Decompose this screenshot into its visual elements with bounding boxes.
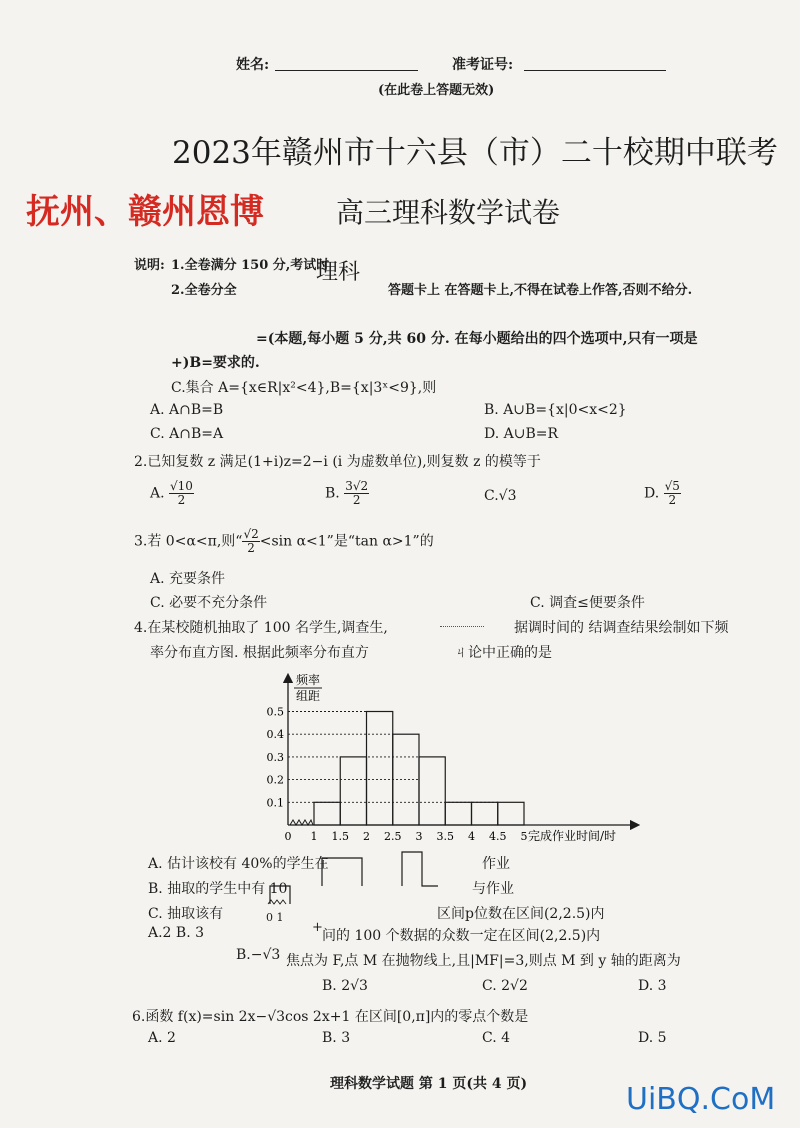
frequency-histogram — [250, 668, 640, 848]
question-3-option-d: C. 调査≤便要条件 — [530, 595, 645, 611]
histogram-bar — [314, 802, 340, 825]
question-5-stem: 焦点为 F,点 M 在抛物线上,且|MF|=3,则点 M 到 y 轴的距离为 — [286, 953, 681, 969]
page-footer: 理科数学试题 第 1 页(共 4 页) — [330, 1076, 528, 1092]
stray-axis-digits: 0 1 — [266, 911, 284, 924]
question-1-stem: C.集合 A={x∈R|x²<4},B={x|3ˣ<9},则 — [171, 380, 437, 396]
question-6-option-c: C. 4 — [482, 1030, 511, 1046]
stray-histogram-fragment — [262, 846, 482, 916]
question-2-option-b: B. $\frac{3√2}{2}$ — [325, 479, 369, 507]
y-tick-label: 0.4 — [266, 728, 284, 742]
overlay-word: 理科 — [316, 260, 361, 285]
stray-plus: + — [312, 920, 323, 935]
question-4-stem-line-1b: 据调时间的 结调查结果绘制如下频 — [514, 620, 729, 636]
instructions-label: 说明: — [134, 258, 165, 273]
x-tick-label: 1 — [310, 830, 318, 843]
question-4-option-a: A. 估计该校有 40%的学生在 — [148, 856, 329, 872]
histogram-bar — [340, 757, 366, 825]
histogram-bar — [472, 802, 498, 825]
question-4-stem-line-1a: 4.在某校随机抽取了 100 名学生,调查生, — [134, 620, 388, 636]
answer-invalid-note: (在此卷上答题无效) — [378, 83, 495, 98]
section-one-heading: =(本题,每小题 5 分,共 60 分. 在每小题给出的四个选项中,只有一项是 — [256, 331, 698, 347]
exam-number-blank-line — [524, 70, 666, 71]
question-1-option-b: B. A∪B={x|0<x<2} — [484, 402, 627, 418]
y-label-bottom: 组距 — [296, 689, 321, 703]
section-one-heading-cont: +)B=要求的. — [171, 355, 260, 371]
x-tick-label: 5 — [520, 830, 528, 843]
y-tick-label: 0.5 — [266, 705, 284, 719]
y-label-top: 频率 — [296, 673, 321, 687]
question-3-stem: 3.若 0<α<π,则“ $\frac{√2}{2}$ <sin α<1”是“tan α>1”的 — [134, 527, 434, 555]
question-4-stem-line-2a: 率分布直方图. 根据此频率分布直方 — [150, 645, 369, 661]
x-tick-label: 4.5 — [489, 830, 507, 843]
question-4-option-b-tail: 与作业 — [472, 881, 514, 897]
histogram-bar — [419, 757, 445, 825]
stray-break-mark — [268, 900, 286, 904]
x-tick-label: 3.5 — [436, 830, 454, 843]
question-1-option-a: A. A∩B=B — [150, 402, 224, 418]
question-5-partial: B.−√3 — [236, 947, 281, 963]
question-2-option-c: C.√3 — [484, 488, 517, 504]
question-6-option-b: B. 3 — [322, 1030, 351, 1046]
question-4-option-c-tail: 区间p位数在区间(2,2.5)内 — [437, 906, 605, 922]
x-label: 完成作业时间/时 — [528, 829, 617, 843]
exam-subtitle: 高三理科数学试卷 — [336, 196, 561, 229]
x-tick-label: 1.5 — [331, 830, 349, 843]
question-4-option-c: C. 抽取该有 — [148, 906, 224, 922]
histogram-bar — [367, 712, 393, 826]
y-tick-label: 0.3 — [266, 750, 284, 764]
x-tick-label: 0 — [284, 830, 292, 843]
instructions-line-2-start: 2.全卷分全 — [171, 283, 237, 298]
question-5-option-d: D. 3 — [638, 978, 667, 994]
question-4-option-b: B. 抽取的学生中有 10 — [148, 881, 288, 897]
histogram-bar — [445, 802, 471, 825]
histogram-bar — [498, 802, 524, 825]
site-watermark: UiBQ.CoM — [626, 1082, 776, 1117]
instructions-line-2-end: 答题卡上 在答题卡上,不得在试卷上作答,否则不给分. — [388, 283, 693, 298]
name-blank-line — [275, 70, 418, 71]
x-tick-label: 4 — [468, 830, 475, 843]
question-5-option-c: C. 2√2 — [482, 978, 528, 994]
name-label: 姓名: — [236, 57, 270, 73]
question-5-answers-row: A.2 B. 3 — [148, 925, 205, 941]
exam-number-label: 准考证号: — [452, 57, 514, 73]
question-3-option-a: A. 充要条件 — [150, 571, 226, 587]
x-tick-label: 3 — [415, 830, 423, 843]
exam-title: 2023年赣州市十六县（市）二十校期中联考 — [172, 135, 778, 171]
question-2-option-d: D. $\frac{√5}{2}$ — [644, 479, 680, 507]
axis-break-mark — [290, 820, 313, 825]
y-tick-label: 0.1 — [266, 796, 284, 810]
question-2-option-a: A. $\frac{√10}{2}$ — [150, 479, 193, 507]
question-1-option-c: C. A∩B=A — [150, 426, 224, 442]
question-4-option-d-tail: 问的 100 个数据的众数一定在区间(2,2.5)内 — [322, 928, 601, 944]
question-6-stem: 6.函数 f(x)=sin 2x−√3cos 2x+1 在区间[0,π]内的零点个数是 — [132, 1009, 529, 1025]
question-1-option-d: D. A∪B=R — [484, 426, 559, 442]
stray-bar-lines — [270, 852, 438, 904]
question-6-option-a: A. 2 — [148, 1030, 176, 1046]
question-3-option-c: C. 必要不充分条件 — [150, 595, 268, 611]
question-5-option-b: B. 2√3 — [322, 978, 368, 994]
y-tick-label: 0.2 — [266, 773, 284, 787]
question-4-option-a-tail: 作业 — [482, 856, 510, 872]
smudge-mark — [440, 626, 484, 627]
red-stamp-text: 抚州、赣州恩博 — [26, 192, 264, 232]
instructions-line-1: 1.全卷满分 150 分,考试时 — [171, 258, 330, 273]
x-tick-label: 2.5 — [384, 830, 402, 843]
question-6-option-d: D. 5 — [638, 1030, 667, 1046]
question-2-stem: 2.已知复数 z 满足(1+i)z=2−i (i 为虚数单位),则复数 z 的模等于 — [134, 454, 541, 470]
question-4-stem-line-2b: ㄐ论中正确的是 — [454, 645, 552, 661]
x-tick-label: 2 — [363, 830, 370, 843]
